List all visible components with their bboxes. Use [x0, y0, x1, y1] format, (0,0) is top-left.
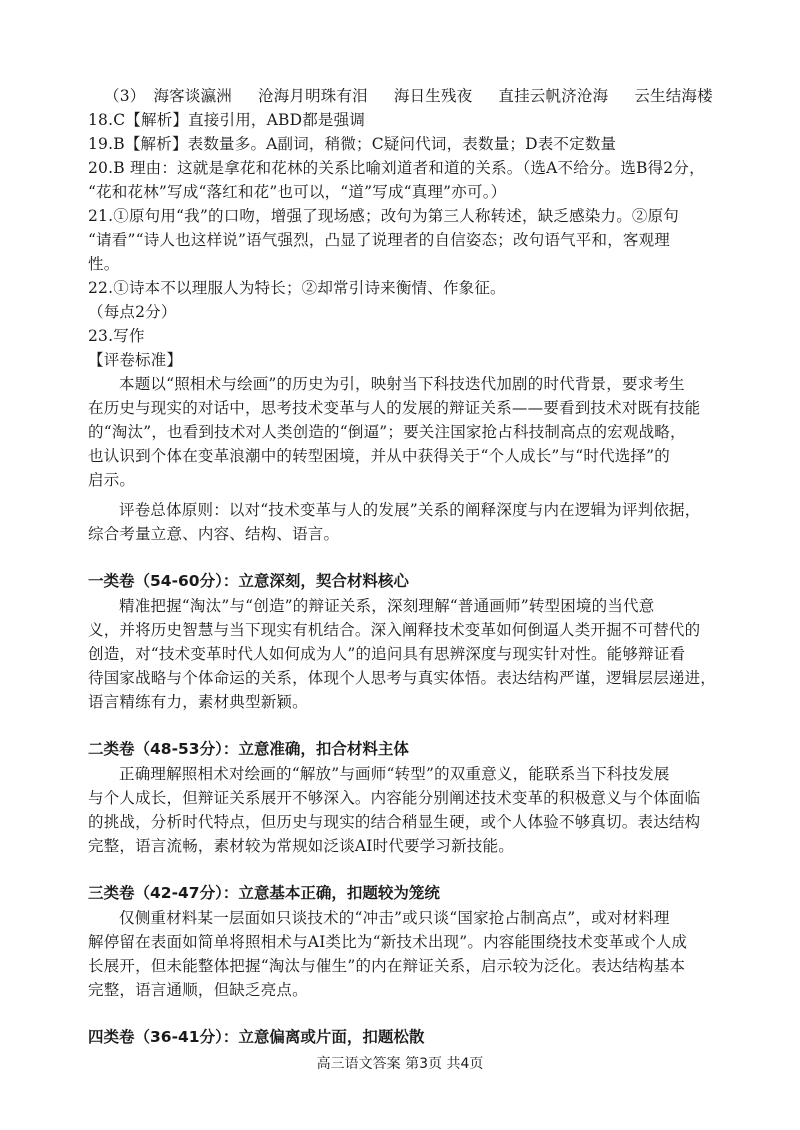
q18-answer: 18.C【解析】直接引用，ABD都是强调 [88, 111, 366, 129]
q19-answer: 19.B【解析】表数量多。A副词，稍微；C疑问代词，表数量；D表不定数量 [88, 135, 617, 153]
class1-body [88, 594, 744, 714]
intro-p1-line: 在历史与现实的对话中，思考技术变革与人的发展的辩证关系——要看到技术对既有技能 [88, 399, 701, 417]
class2-line: 的挑战，分析时代特点，但历史与现实的结合稍显生硬，或个人体验不够真切。表达结构 [88, 813, 701, 831]
intro-p1-line: 启示。 [88, 471, 136, 489]
class3-body [88, 906, 744, 1002]
q22-answer-line-1: 22.①诗本不以理服人为特长；②却常引诗来衡情、作象征。 [88, 279, 506, 297]
class3-line: 仅侧重材料某一层面如只谈技术的“冲击”或只谈“国家抢占制高点”，或对材料理 [119, 909, 670, 927]
q17-3-answer [88, 84, 744, 108]
class2-line: 与个人成长，但辩证关系展开不够深入。内容能分别阐述技术变革的积极意义与个体面临 [88, 789, 701, 807]
q21-answer-line-2: “请看”“诗人也这样说”语气强烈，凸显了说理者的自信姿态；改句语气平和，客观理 [88, 231, 670, 249]
poem-line-1: 海客谈瀛洲 [153, 87, 232, 105]
class4-heading: 四类卷（36-41分）：立意偏离或片面，扣题松散 [88, 1028, 425, 1046]
q17-3-label: （3） [104, 87, 146, 105]
intro-p1-line: 的“淘汰”，也看到技术对人类创造的“倒逼”；要关注国家抢占科技制高点的宏观战略， [88, 423, 686, 441]
class3-line: 解停留在表面如简单将照相术与AI类比为“新技术出现”。内容能围绕技术变革或个人成 [88, 933, 688, 951]
class1-line: 精准把握“淘汰”与“创造”的辩证关系，深刻理解“普通画师”转型困境的当代意 [119, 597, 655, 615]
intro-paragraph-2 [88, 498, 744, 546]
poem-line-3: 海日生残夜 [393, 87, 473, 105]
q20-answer-line-2: “花和花林”写成“落红和花”也可以，“道”写成“真理”亦可。） [88, 183, 507, 201]
class2-heading: 二类卷（48-53分）：立意准确，扣合材料主体 [88, 740, 409, 758]
poem-line-5: 云生结海楼 [634, 87, 713, 105]
class1-line: 待国家战略与个体命运的关系，体现个人思考与真实体悟。表达结构严谨，逻辑层层递进， [88, 669, 717, 687]
intro-p1-line: 本题以“照相术与绘画”的历史为引，映射当下科技迭代加剧的时代背景，要求考生 [119, 375, 685, 393]
class1-line: 创造，对“技术变革时代人如何成为人”的追问具有思辨深度与现实针对性。能够辩证看 [88, 645, 686, 663]
poem-line-2: 沧海月明珠有泪 [257, 87, 368, 105]
class2-body [88, 762, 744, 858]
class2-line: 完整，语言流畅，素材较为常规如泛谈AI时代要学习新技能。 [88, 837, 514, 855]
intro-paragraph-1 [88, 372, 744, 492]
class3-line: 完整，语言通顺，但缺乏亮点。 [88, 981, 308, 999]
criteria-label: 【评卷标准】 [88, 351, 183, 369]
q22-score-note: （每点2分） [88, 303, 177, 321]
class1-heading: 一类卷（54-60分）：立意深刻，契合材料核心 [88, 572, 409, 590]
q23-title: 23.写作 [88, 327, 145, 345]
poem-line-4: 直挂云帆济沧海 [498, 87, 609, 105]
class2-line: 正确理解照相术对绘画的“解放”与画师“转型”的双重意义，能联系当下科技发展 [119, 765, 670, 783]
page-footer: 高三语文答案 第3页 共4页 [316, 1056, 484, 1072]
q21-answer-line-1: 21.①原句用“我”的口吻，增强了现场感；改句为第三人称转述，缺乏感染力。②原句 [88, 207, 680, 225]
class1-line: 义，并将历史智慧与当下现实有机结合。深入阐释技术变革如何倒逼人类开掘不可替代的 [88, 621, 701, 639]
intro-p2-line: 综合考量立意、内容、结构、语言。 [88, 525, 340, 543]
q20-answer-line-1: 20.B 理由：这就是拿花和花林的关系比喻刘道者和道的关系。（选A不给分。选B得2分， [88, 159, 705, 177]
intro-p1-line: 也认识到个体在变革浪潮中的转型困境，并从中获得关于“个人成长”与“时代选择”的 [88, 447, 670, 465]
q21-answer-line-3: 性。 [88, 255, 120, 273]
intro-p2-line: 评卷总体原则：以对“技术变革与人的发展”关系的阐释深度与内在逻辑为评判依据， [119, 501, 701, 519]
class1-line: 语言精练有力，素材典型新颖。 [88, 693, 308, 711]
class3-heading: 三类卷（42-47分）：立意基本正确，扣题较为笼统 [88, 884, 440, 902]
class3-line: 长展开，但未能整体把握“淘汰与催生”的内在辩证关系，启示较为泛化。表达结构基本 [88, 957, 686, 975]
